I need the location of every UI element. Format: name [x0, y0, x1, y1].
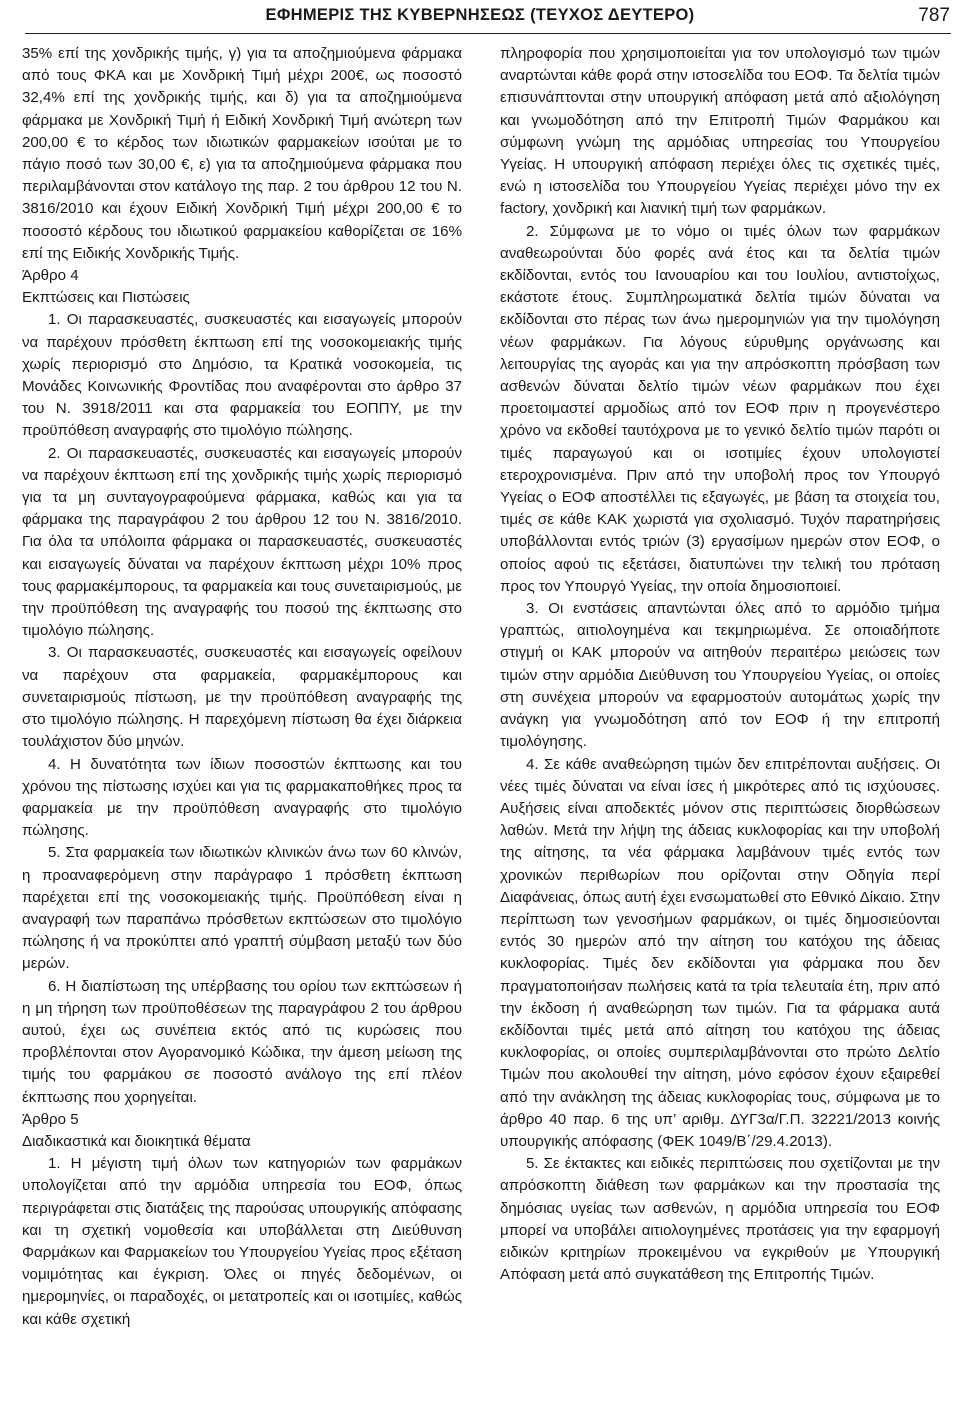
header-rule: [25, 33, 951, 34]
right-column: [500, 43, 940, 1286]
article-5-paragraph-2: 2. Σύμφωνα με το νόμο οι τιμές όλων των φαρμάκων αναθεωρούνται δύο φορές ανά έτος και τα δελτία τιμών εκδίδονται, εντός του Ιανουαρίου και του Ιουλίου, αντιστοίχως, εκάστοτε έτους. Συμπληρωματικά δελτία τιμών δύναται να εκδίδονται στο πέρας των άνω ημερομηνιών για την τιμολόγηση νέων φαρμάκων. Για λόγους εύρυθμης οργάνωσης και λειτουργίας της αγοράς και για την απρόσκοπτη πρόσβαση των ασθενών δύναται δελτίο τιμών νέων φαρμάκων που έχει προετοιμαστεί αρμοδίως από τον ΕΟΦ πριν η προγενέστερο χρόνο να εκδοθεί ταυτόχρονα με το γενικό δελτίο τιμών παρότι οι τιμές παραγωγού και οι ισοτιμίες έχουν υπολογιστεί ετεροχρονισμένα. Πριν από την υποβολή προς τον Υπουργό Υγείας ο ΕΟΦ αποστέλλει τις εξαγωγές, με βάση τα στοιχεία του, τιμές σε κάθε ΚΑΚ χωριστά για σχολιασμό. Τυχόν παρατηρήσεις υποβάλλονται εντός τριών (3) εργασίμων ημερών στον ΕΟΦ, ο οποίος αφού τις εξετάσει, διατυπώνει την τελική του πρόταση προς τον Υπουργό Υγείας, την οποία δημοσιοποιεί.: [500, 222, 940, 595]
article-5-paragraph-3: 3. Οι ενστάσεις απαντώνται όλες από το αρμόδιο τμήμα γραπτώς, αιτιολογημένα και τεκμηριωμένα. Σε οποιαδήποτε στιγμή οι ΚΑΚ μπορούν να αιτηθούν περαιτέρω μειώσεις των τιμών στην αρμόδια Διεύθυνση του Υπουργείου Υγείας, οι οποίες στη συνέχεια μπορούν να εφαρμοστούν αυτομάτως χωρίς την ανάγκη για γνωμοδότηση από τον ΕΟΦ ή την επιτροπή τιμολόγησης.: [500, 600, 940, 751]
gazette-title: ΕΦΗΜΕΡΙΣ ΤΗΣ ΚΥΒΕΡΝΗΣΕΩΣ (ΤΕΥΧΟΣ ΔΕΥΤΕΡΟ): [265, 6, 695, 24]
article-4-paragraph-6: 6. Η διαπίστωση της υπέρβασης του ορίου των εκπτώσεων ή η μη τήρηση των προϋποθέσεων της παραγράφου 2 του άρθρου αυτού, έχει ως συνέπεια εκτός από τις κυρώσεις που προβλέπονται στον Αγορανομικό Κώδικα, την άμεση μείωση της τιμής του φαρμάκου σε ποσοστό ανάλογο της επί πλέον έκπτωσης που χορηγείται.: [22, 977, 462, 1106]
left-column: [22, 43, 462, 1331]
article-4-paragraph-5: 5. Στα φαρμακεία των ιδιωτικών κλινικών άνω των 60 κλινών, η προαναφερόμενη στην παράγραφο 1 πρόσθετη έκπτωση παρέχεται επί της νοσοκομειακής τιμής. Προϋπόθεση είναι η αναγραφή των παραπάνω πρόσθετων εκπτώσεων στο τιμολόγιο πώλησης ή να προκύπτει από γραπτή σύμβαση μεταξύ των δύο μερών.: [22, 844, 462, 973]
article-4-paragraph-3: 3. Οι παρασκευαστές, συσκευαστές και εισαγωγείς οφείλουν να παρέχουν στα φαρμακεία, φαρμακέμπορους και συνεταιρισμούς πίστωση, με την προϋπόθεση αναγραφής της στο τιμολόγιο πώλησης. Η παρεχόμενη πίστωση θα έχει διάρκεια τουλάχιστον δύο μηνών.: [22, 644, 462, 751]
article-4-paragraph-1: 1. Οι παρασκευαστές, συσκευαστές και εισαγωγείς μπορούν να παρέχουν πρόσθετη έκπτωση επί της νοσοκομειακής τιμής χωρίς περιορισμό στο Δημόσιο, τα Κρατικά νοσοκομεία, τις Μονάδες Κοινωνικής Φροντίδας που αναφέρονται στο άρθρο 37 του Ν. 3918/2011 και στα φαρμακεία του ΕΟΠΠΥ, με την προϋπόθεση αναγραφής στο τιμολόγιο πώλησης.: [22, 311, 462, 440]
article-5-title: Άρθρο 5: [22, 1110, 79, 1128]
page-number: 787: [918, 5, 950, 26]
article-5-paragraph-4: 4. Σε κάθε αναθεώρηση τιμών δεν επιτρέπονται αυξήσεις. Οι νέες τιμές δύναται να είναι ίσες ή μικρότερες από τις ισχύουσες. Αυξήσεις είναι αποδεκτές μόνον στις περιπτώσεις διορθώσεων λαθών. Μετά την λήψη της άδειας κυκλοφορίας και την υποβολή της αίτησης, τα νέα φάρμακα λαμβάνουν τιμές εντός των χρονικών περιθωρίων που ορίζονται στην Οδηγία περί Διαφάνειας, όπως αυτή έχει ενσωματωθεί στο Εθνικό Δίκαιο. Στην περίπτωση των γενοσήμων φαρμάκων, οι τιμές δημοσιεύονται εντός 30 ημερών από την αίτηση του κατόχου της άδειας κυκλοφορίας. Τιμές δεν εκδίδονται για φάρμακα που δεν πραγματοποιήσαν πωλήσεις κατά τα τρία τελευταία έτη, πριν από την έκδοση ή αναθεώρηση των τιμών. Για τα φάρμακα αυτά εκδίδονται τιμές μετά από αίτηση του κατόχου της άδειας κυκλοφορίας, οι οποίες συμπεριλαμβάνονται στο πρώτο Δελτίο Τιμών που ακολουθεί την αίτηση, μόνο εφόσον έχουν εξαιρεθεί από την ανάκληση της άδειας κυκλοφορίας τους, σύμφωνα με το άρθρο 40 παρ. 6 της υπ’ αριθμ. ΔΥΓ3α/Γ.Π. 32221/2013 κοινής υπουργικής απόφασης (ΦΕΚ 1049/Β΄/29.4.2013).: [500, 755, 940, 1150]
article-5-paragraph-5: 5. Σε έκτακτες και ειδικές περιπτώσεις που σχετίζονται με την απρόσκοπτη διάθεση των φαρμάκων και την προστασία της δημόσιας υγείας των ασθενών, η αρμόδια υπηρεσία του ΕΟΦ μπορεί να υποβάλει αιτιολογημένες προτάσεις για την εφαρμογή ειδικών κριτηρίων προκειμένου να εγκριθούν με Υπουργική Απόφαση μετά από συγκατάθεση της Επιτροπής Τιμών.: [500, 1155, 940, 1284]
paragraph-continuation: πληροφορία που χρησιμοποιείται για τον υπολογισμό των τιμών αναρτώνται κάθε φορά στην ιστοσελίδα του ΕΟΦ. Τα δελτία τιμών επισυνάπτονται στην υπουργική απόφαση μετά από αξιολόγηση και γνωμοδότηση από την Επιτροπή Τιμών Φαρμάκου και σύμφωνη γνώμη της αρμόδιας υπηρεσίας του Υπουργείου Υγείας. Η υπουργική απόφαση περιέχει όλες τις σχετικές τιμές, ενώ η ιστοσελίδα του Υπουργείου Υγείας περιέχει μόνο την ex factory, χονδρική και λιανική τιμή των φαρμάκων.: [500, 45, 940, 218]
article-4-paragraph-4: 4. Η δυνατότητα των ίδιων ποσοστών έκπτωσης και του χρόνου της πίστωσης ισχύει και για τις φαρμακαποθήκες προς τα φαρμακεία με την προϋπόθεση αναγραφής στο τιμολόγιο πώλησης.: [22, 755, 462, 840]
page-header: [0, 6, 960, 34]
article-4-title: Άρθρο 4: [22, 267, 79, 285]
article-5-paragraph-1: 1. Η μέγιστη τιμή όλων των κατηγοριών των φαρμάκων υπολογίζεται από την αρμόδια υπηρεσία του ΕΟΦ, όπως περιγράφεται στις διατάξεις της παρούσας υπουργικής απόφασης και τη σχετική νομοθεσία και υποβάλλεται στη Διεύθυνση Φαρμάκων και Φαρμακείων του Υπουργείου Υγείας προς εξέταση νομιμότητας και έγκριση. Όλες οι πηγές δεδομένων, οι ημερομηνίες, οι παραδοχές, οι μετατροπείς και οι ισοτιμίες, καθώς και κάθε σχετική: [22, 1155, 462, 1328]
paragraph-intro: 35% επί της χονδρικής τιμής, γ) για τα αποζημιούμενα φάρμακα από τους ΦΚΑ και με Χονδρική Τιμή μέχρι 200€, ως ποσοστό 32,4% επί της χονδρικής τιμής, και δ) για τα αποζημιούμενα φάρμακα με Χονδρική Τιμή ή Ειδική Χονδρική Τιμή ανώτερη των 200,00 € το κέρδος των ιδιωτικών φαρμακείων ισούται με το πάγιο ποσό των 30,00 €, ε) για τα αποζημιούμενα φάρμακα που περιλαμβάνονται στον κατάλογο της παρ. 2 του άρθρου 12 του Ν. 3816/2010 και έχουν Ειδική Χονδρική Τιμή μέχρι 200,00 € το ποσοστό κέρδους του ιδιωτικού φαρμακείου καθορίζεται σε 16% επί της Ειδικής Χονδρικής Τιμής.: [22, 45, 462, 262]
article-4-subtitle: Εκπτώσεις και Πιστώσεις: [22, 289, 190, 307]
article-5-subtitle: Διαδικαστικά και διοικητικά θέματα: [22, 1132, 251, 1150]
article-4-paragraph-2: 2. Οι παρασκευαστές, συσκευαστές και εισαγωγείς μπορούν να παρέχουν έκπτωση επί της χονδρικής τιμής χωρίς περιορισμό για τα μη συνταγογραφούμενα φάρμακα, καθώς και για τα φάρμακα της παραγράφου 2 του άρθρου 12 του Ν. 3816/2010. Για όλα τα υπόλοιπα φάρμακα οι παρασκευαστές, συσκευαστές και εισαγωγείς δύναται να παρέχουν έκπτωση μέχρι 10% προς τους φαρμακέμπορους, τα φαρμακεία και τους συνεταιρισμούς, με την προϋπόθεση της αναγραφής του ποσού της έκπτωσης στο τιμολόγιο πώλησης.: [22, 444, 462, 640]
